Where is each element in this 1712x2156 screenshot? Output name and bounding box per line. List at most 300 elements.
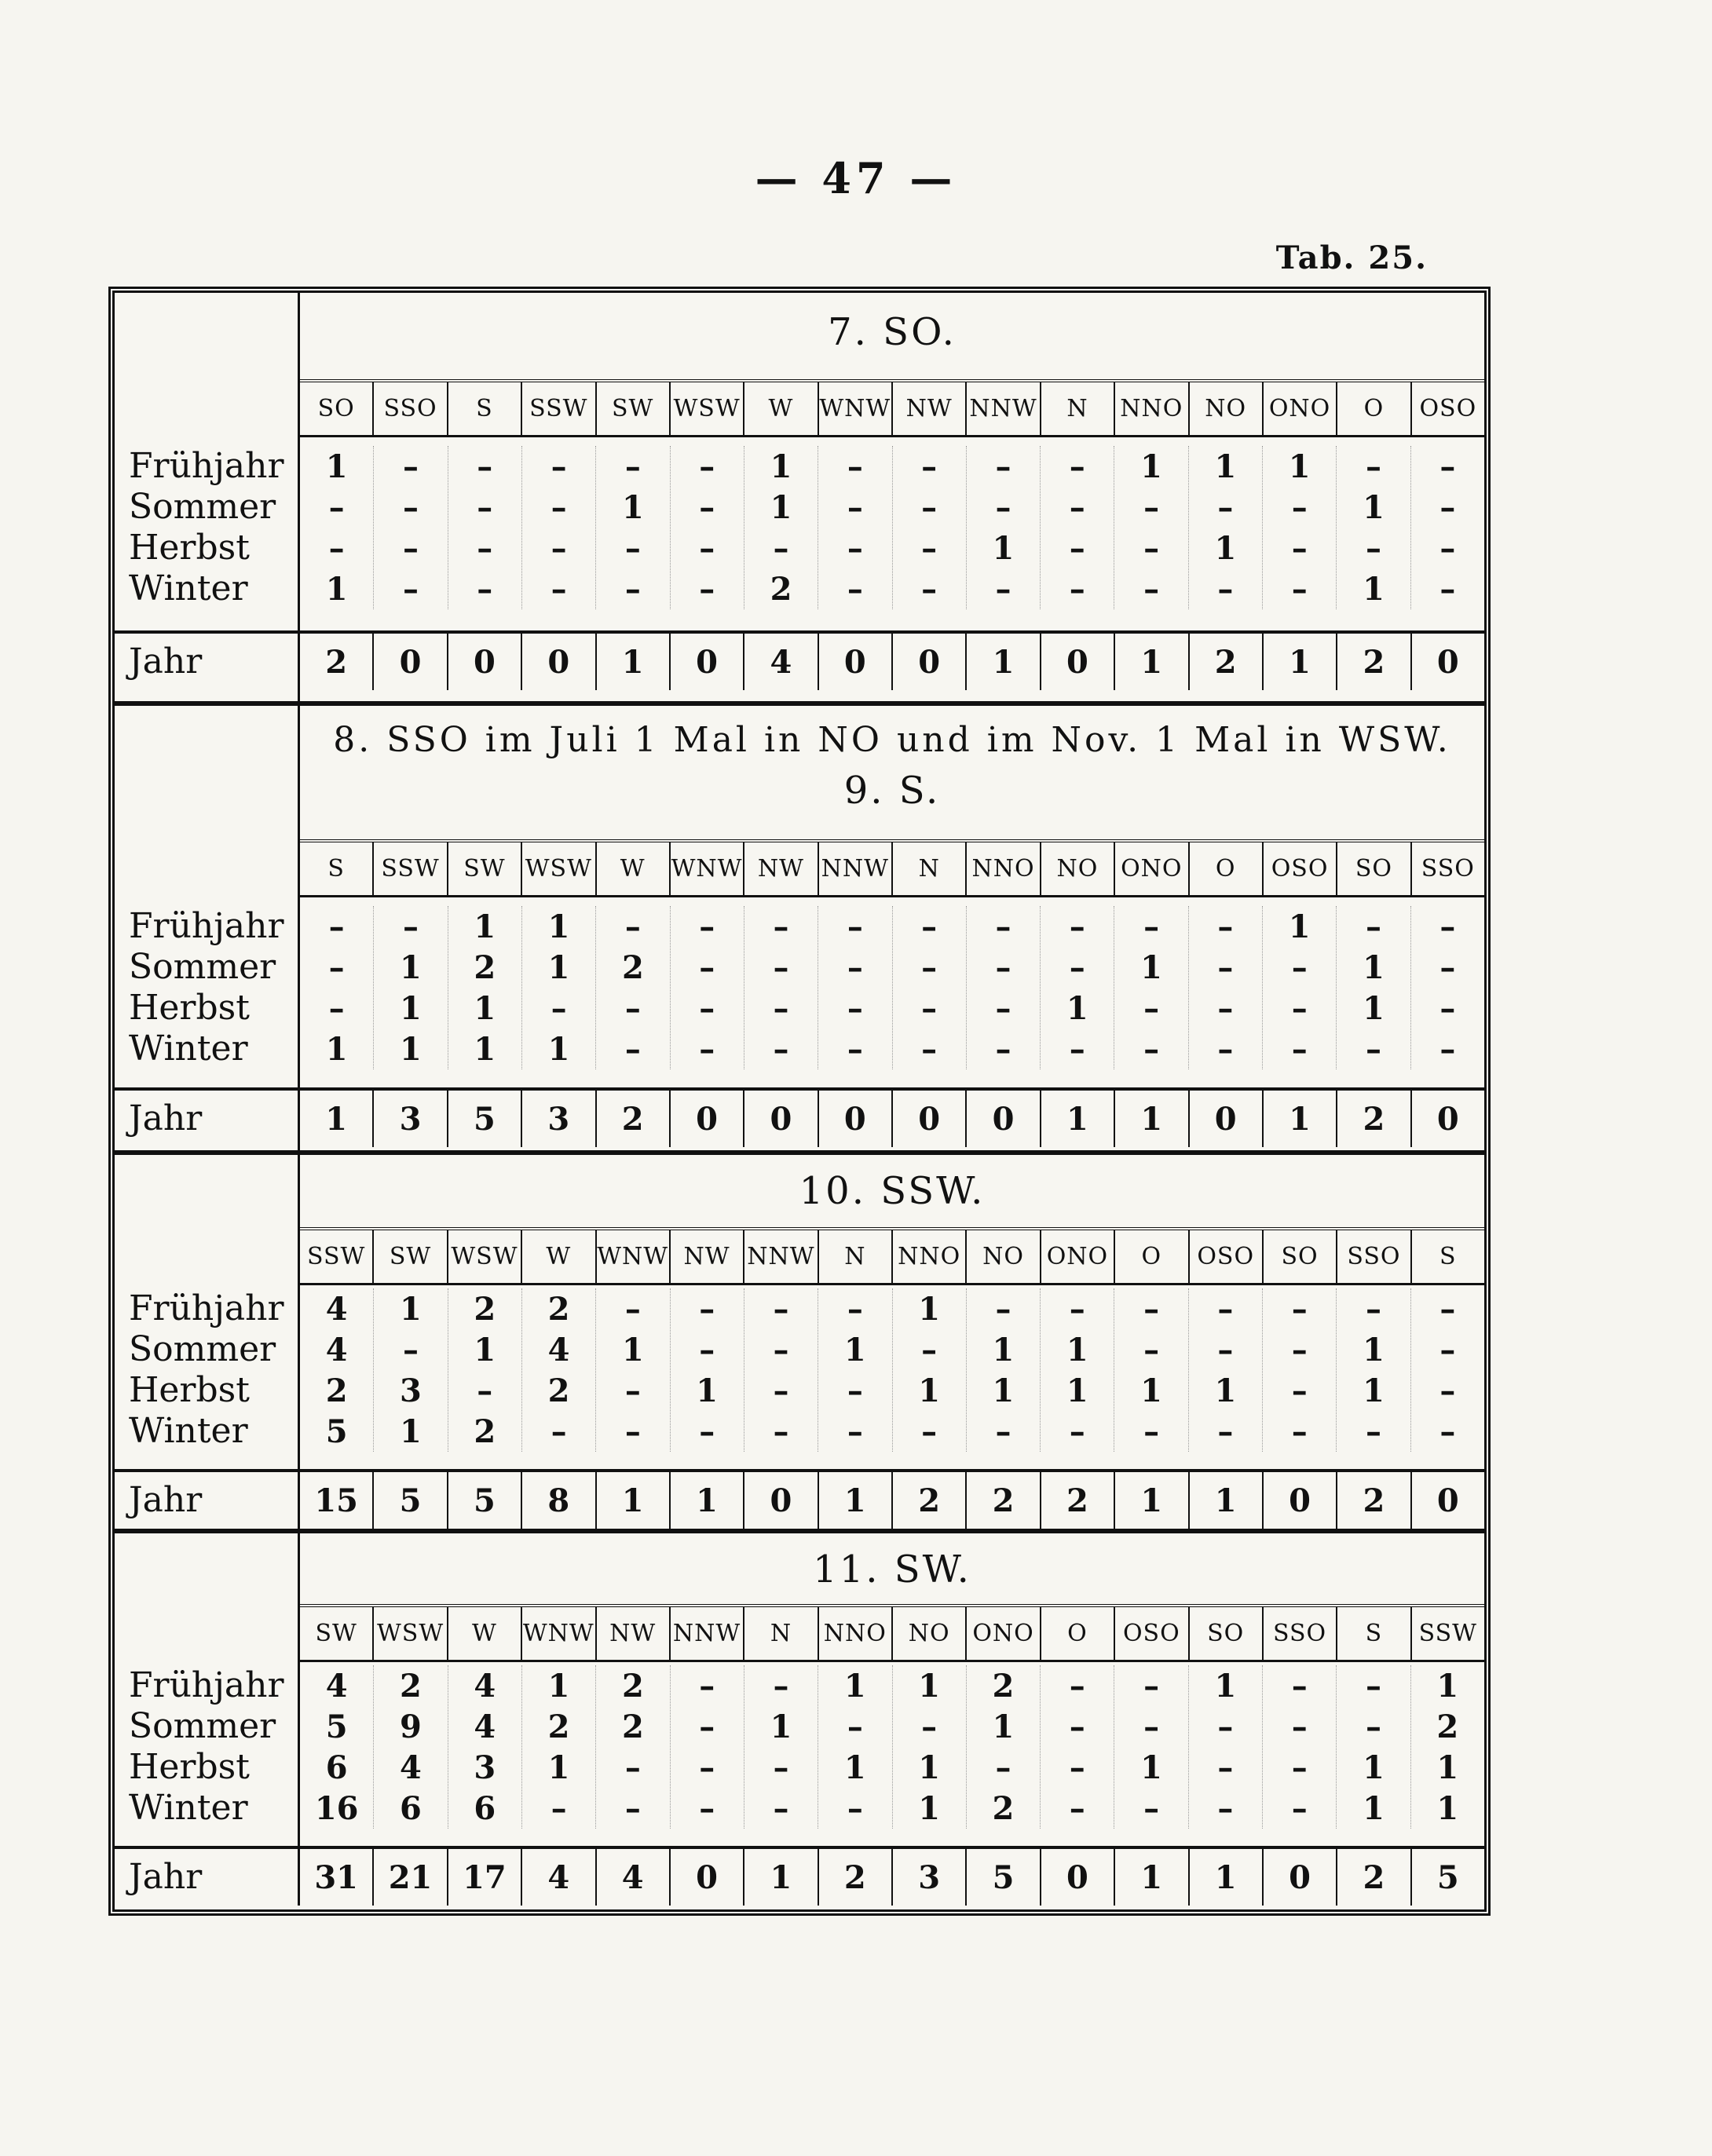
data-column (893, 1665, 967, 1829)
data-column (448, 906, 522, 1069)
table-cell: 1 (1066, 989, 1088, 1027)
table-cell: – (1366, 908, 1382, 945)
data-column (1189, 1665, 1263, 1829)
data-column (448, 446, 522, 609)
season-label: Frühjahr (129, 1665, 284, 1705)
season-labels (129, 1665, 284, 1829)
table-cell: 1 (843, 1667, 866, 1705)
table-cell: 1 (1140, 948, 1163, 986)
table-cell: – (1069, 1789, 1085, 1827)
table-cell: – (995, 948, 1011, 986)
data-column (1263, 1288, 1337, 1452)
table-cell: 4 (325, 1290, 348, 1328)
data-column (671, 1665, 744, 1829)
year-label: Jahr (115, 630, 300, 690)
table-cell: 1 (918, 1749, 941, 1786)
year-total-cell: 0 (671, 1849, 744, 1906)
table-cell: 1 (1436, 1749, 1459, 1786)
year-total-cell: 1 (1264, 1091, 1337, 1147)
data-column (967, 446, 1041, 609)
column-header: WSW (374, 1607, 448, 1660)
table-cell: – (1217, 1030, 1234, 1068)
year-total-cell: 3 (374, 1091, 448, 1147)
table-cell: 1 (1214, 448, 1237, 485)
year-total-row (300, 1846, 1484, 1906)
table-section (115, 293, 1484, 701)
table-cell: – (1291, 529, 1308, 567)
table-cell: 2 (1436, 1708, 1459, 1745)
table-cell: – (1291, 989, 1308, 1027)
table-cell: – (921, 570, 938, 608)
table-cell: 1 (400, 1030, 422, 1068)
table-cell: – (1291, 1789, 1308, 1827)
table-cell: – (1217, 1749, 1234, 1786)
table-cell: 1 (770, 1708, 792, 1745)
year-total-cell: 0 (671, 634, 744, 690)
year-total-cell: 1 (1115, 634, 1189, 690)
table-cell: – (1439, 529, 1456, 567)
column-header: W (522, 1230, 596, 1283)
table-cell: 1 (400, 989, 422, 1027)
table-cell: – (1439, 1290, 1456, 1328)
year-total-cell: 1 (1190, 1472, 1264, 1529)
table-cell: 1 (918, 1789, 941, 1827)
table-cell: – (1291, 488, 1308, 526)
table-cell: 1 (474, 1331, 496, 1369)
table-cell: – (1143, 1331, 1160, 1369)
year-total-cell: 31 (300, 1849, 374, 1906)
column-header: WNW (597, 1230, 671, 1283)
year-total-cell: 2 (1041, 1472, 1115, 1529)
data-column (818, 1288, 892, 1452)
table-cell: – (1143, 1412, 1160, 1450)
year-total-cell: 0 (893, 634, 967, 690)
table-cell: – (1217, 1412, 1234, 1450)
section-title: 11. SW. (813, 1548, 971, 1591)
table-cell: – (1069, 529, 1085, 567)
data-column (744, 1665, 818, 1829)
data-column (967, 906, 1041, 1069)
year-total-cell: 3 (893, 1849, 967, 1906)
year-total-cell: 0 (1041, 1849, 1115, 1906)
data-column (374, 446, 448, 609)
year-total-cell: 17 (448, 1849, 522, 1906)
column-header: NNO (819, 1607, 893, 1660)
table-cell: 1 (1214, 1667, 1237, 1705)
column-header: O (1041, 1607, 1115, 1660)
column-header: W (448, 1607, 522, 1660)
column-header: O (1337, 382, 1411, 435)
table-cell: – (1143, 1290, 1160, 1328)
season-label: Winter (129, 568, 248, 608)
table-cell: – (699, 1412, 715, 1450)
column-header: S (300, 842, 374, 895)
wind-table (108, 287, 1491, 1916)
table-cell: – (1143, 1708, 1160, 1745)
season-label: Winter (129, 1788, 248, 1828)
table-cell: – (1069, 1708, 1085, 1745)
year-total-cell: 0 (819, 1091, 893, 1147)
table-cell: – (1069, 908, 1085, 945)
table-cell: 1 (1140, 1749, 1163, 1786)
table-cell: – (328, 989, 345, 1027)
table-cell: – (847, 1290, 863, 1328)
data-column (1114, 906, 1188, 1069)
column-header: NNO (893, 1230, 967, 1283)
table-cell: – (402, 908, 419, 945)
table-cell: 1 (843, 1331, 866, 1369)
table-cell: 1 (992, 1708, 1015, 1745)
table-cell: 2 (474, 1290, 496, 1328)
column-header: NO (967, 1230, 1041, 1283)
table-cell: – (1217, 570, 1234, 608)
year-total-cell: 2 (1190, 634, 1264, 690)
table-cell: 1 (696, 1372, 719, 1409)
table-cell: 1 (1436, 1667, 1459, 1705)
column-header: OSO (1190, 1230, 1264, 1283)
year-total-cell: 5 (448, 1472, 522, 1529)
season-labels (129, 1288, 284, 1452)
data-column (1263, 446, 1337, 609)
year-total-cell: 0 (744, 1091, 818, 1147)
table-cell: – (847, 908, 863, 945)
year-total-cell: 5 (374, 1472, 448, 1529)
table-cell: 1 (400, 1290, 422, 1328)
year-total-row (300, 630, 1484, 690)
table-cell: 1 (474, 908, 496, 945)
table-cell: – (699, 1749, 715, 1786)
table-cell: – (1439, 908, 1456, 945)
table-cell: – (1143, 1789, 1160, 1827)
table-cell: 1 (547, 908, 570, 945)
data-column (1189, 446, 1263, 609)
year-total-cell: 2 (1337, 1849, 1411, 1906)
data-column (744, 446, 818, 609)
season-label: Sommer (129, 1329, 276, 1369)
column-header: NO (1190, 382, 1264, 435)
column-header: N (819, 1230, 893, 1283)
data-column (522, 446, 596, 609)
table-cell: 1 (1288, 448, 1311, 485)
year-total-cell: 2 (893, 1472, 967, 1529)
year-total-cell: 2 (597, 1091, 671, 1147)
year-total-cell: 0 (1264, 1849, 1337, 1906)
column-header: S (448, 382, 522, 435)
table-cell: – (551, 448, 567, 485)
table-cell: – (1291, 1372, 1308, 1409)
table-cell: – (477, 570, 493, 608)
table-cell: – (699, 948, 715, 986)
table-cell: – (624, 448, 641, 485)
table-section (115, 701, 1484, 1150)
column-header: NNW (819, 842, 893, 895)
table-cell: – (1291, 570, 1308, 608)
table-cell: 1 (325, 1030, 348, 1068)
table-cell: 2 (400, 1667, 422, 1705)
data-column (522, 1665, 596, 1829)
table-cell: – (1366, 1412, 1382, 1450)
column-header: NW (671, 1230, 744, 1283)
table-cell: – (921, 1708, 938, 1745)
table-cell: – (1291, 1412, 1308, 1450)
column-header: W (597, 842, 671, 895)
column-header: WNW (671, 842, 744, 895)
table-cell: 2 (474, 948, 496, 986)
table-cell: 4 (547, 1331, 570, 1369)
table-cell: – (995, 1030, 1011, 1068)
season-label: Herbst (129, 1370, 250, 1410)
table-cell: – (921, 1412, 938, 1450)
column-header: SO (300, 382, 374, 435)
table-cell: 2 (547, 1290, 570, 1328)
table-cell: – (995, 1290, 1011, 1328)
table-cell: – (773, 1412, 789, 1450)
table-section (115, 1529, 1484, 1906)
table-cell: 1 (1140, 448, 1163, 485)
data-column (1041, 1665, 1114, 1829)
table-cell: – (773, 1667, 789, 1705)
table-cell: 1 (1066, 1331, 1088, 1369)
table-cell: – (1291, 1667, 1308, 1705)
table-cell: 5 (325, 1708, 348, 1745)
table-cell: – (847, 1412, 863, 1450)
table-cell: 1 (400, 948, 422, 986)
season-label: Sommer (129, 1706, 276, 1746)
table-cell: – (624, 1749, 641, 1786)
table-cell: – (773, 989, 789, 1027)
year-total-cell: 0 (1190, 1091, 1264, 1147)
table-cell: – (699, 1789, 715, 1827)
table-cell: – (773, 948, 789, 986)
table-cell: – (847, 1708, 863, 1745)
table-cell: – (1439, 448, 1456, 485)
table-cell: 1 (325, 448, 348, 485)
table-cell: 1 (1363, 948, 1385, 986)
column-header: N (1041, 382, 1115, 435)
data-column (596, 1288, 670, 1452)
column-header: OSO (1419, 395, 1477, 422)
table-cell: – (402, 570, 419, 608)
season-rows (300, 446, 1484, 609)
year-total-cell: 1 (597, 634, 671, 690)
table-cell: 1 (1363, 488, 1385, 526)
data-column (374, 1665, 448, 1829)
table-cell: – (1366, 1030, 1382, 1068)
table-cell: 4 (474, 1708, 496, 1745)
season-rows (300, 1288, 1484, 1452)
year-total-cell: 0 (967, 1091, 1041, 1147)
year-label: Jahr (115, 1469, 300, 1529)
column-header-row (300, 379, 1484, 437)
table-cell: 5 (325, 1412, 348, 1450)
table-cell: 1 (1363, 1372, 1385, 1409)
table-cell: – (1366, 1708, 1382, 1745)
column-header: ONO (1115, 842, 1189, 895)
year-total-cell: 1 (744, 1849, 818, 1906)
column-header: SW (300, 1607, 374, 1660)
column-header: O (1115, 1230, 1189, 1283)
table-cell: 6 (474, 1789, 496, 1827)
table-cell: 2 (325, 1372, 348, 1409)
table-cell: – (995, 570, 1011, 608)
data-column (1337, 446, 1410, 609)
table-cell: – (1291, 948, 1308, 986)
column-header: SO (1190, 1607, 1264, 1660)
table-cell: 2 (474, 1412, 496, 1450)
table-cell: 1 (992, 1372, 1015, 1409)
table-cell: – (699, 908, 715, 945)
year-total-cell: 0 (448, 634, 522, 690)
table-cell: – (773, 1290, 789, 1328)
table-cell: 1 (547, 1030, 570, 1068)
table-cell: – (1217, 948, 1234, 986)
table-cell: – (921, 989, 938, 1027)
table-cell: – (847, 948, 863, 986)
table-cell: 2 (547, 1372, 570, 1409)
data-column (1411, 446, 1484, 609)
data-column (1114, 446, 1188, 609)
season-rows (300, 906, 1484, 1069)
column-header: SSO (1421, 855, 1475, 882)
data-column (744, 1288, 818, 1452)
year-total-row (300, 1469, 1484, 1529)
table-cell: – (699, 1331, 715, 1369)
table-cell: 1 (992, 1331, 1015, 1369)
table-cell: 4 (325, 1667, 348, 1705)
table-cell: 1 (547, 1749, 570, 1786)
section-note: 8. SSO im Juli 1 Mal in NO und im Nov. 1 Mal in WSW. (333, 720, 1451, 760)
table-cell: – (1069, 1290, 1085, 1328)
table-cell: 1 (1214, 1372, 1237, 1409)
data-column (1114, 1665, 1188, 1829)
column-header: OSO (1264, 842, 1337, 895)
table-cell: 1 (547, 1667, 570, 1705)
table-cell: – (624, 1030, 641, 1068)
table-cell: – (921, 448, 938, 485)
season-label: Frühjahr (129, 906, 284, 946)
data-column (1337, 906, 1410, 1069)
column-header: SSW (1418, 1620, 1478, 1647)
data-column (1263, 1665, 1337, 1829)
table-cell: – (847, 529, 863, 567)
table-cell: – (551, 989, 567, 1027)
table-cell: 4 (325, 1331, 348, 1369)
year-total-cell: 2 (1337, 1472, 1411, 1529)
table-cell: 2 (621, 948, 644, 986)
table-cell: – (1143, 1667, 1160, 1705)
table-cell: – (477, 529, 493, 567)
table-cell: 4 (400, 1749, 422, 1786)
data-column (1041, 906, 1114, 1069)
table-cell: – (477, 1372, 493, 1409)
row-label-column (115, 293, 300, 701)
table-cell: – (847, 1372, 863, 1409)
table-cell: – (1439, 488, 1456, 526)
year-total-cell: 1 (1115, 1091, 1189, 1147)
table-cell: 1 (325, 570, 348, 608)
column-header: ONO (967, 1607, 1041, 1660)
table-cell: – (699, 1290, 715, 1328)
year-total-cell: 2 (1337, 1091, 1411, 1147)
year-total-cell: 1 (1190, 1849, 1264, 1906)
column-header: WSW (671, 382, 744, 435)
column-header: NO (893, 1607, 967, 1660)
table-cell: – (1439, 1331, 1456, 1369)
data-column (1041, 446, 1114, 609)
table-cell: – (1291, 1708, 1308, 1745)
table-cell: 16 (314, 1789, 359, 1827)
table-cell: 1 (1436, 1789, 1459, 1827)
table-cell: 2 (621, 1708, 644, 1745)
season-label: Sommer (129, 947, 276, 987)
table-cell: – (773, 1789, 789, 1827)
data-column (893, 1288, 967, 1452)
table-cell: – (921, 488, 938, 526)
table-cell: – (847, 989, 863, 1027)
table-cell: 1 (547, 948, 570, 986)
table-cell: – (624, 1412, 641, 1450)
table-cell: – (1069, 1749, 1085, 1786)
year-total-cell: 0 (374, 634, 448, 690)
column-header: SSW (522, 382, 596, 435)
data-column (1041, 1288, 1114, 1452)
row-label-column (115, 1533, 300, 1906)
page-number: — 47 — (755, 153, 957, 203)
column-header: N (893, 842, 967, 895)
table-cell: – (328, 488, 345, 526)
table-cell: – (1069, 448, 1085, 485)
data-column (818, 1665, 892, 1829)
column-header: SW (597, 382, 671, 435)
table-cell: 1 (1363, 570, 1385, 608)
data-column (893, 446, 967, 609)
year-total-cell: 5 (1436, 1858, 1459, 1896)
table-cell: – (1143, 989, 1160, 1027)
column-header: WNW (819, 382, 893, 435)
column-header: NNO (1115, 382, 1189, 435)
table-cell: – (1217, 989, 1234, 1027)
data-column (1411, 1288, 1484, 1452)
column-header: SW (374, 1230, 448, 1283)
table-cell: 1 (1363, 1789, 1385, 1827)
table-cell: – (1366, 1667, 1382, 1705)
table-cell: – (773, 1030, 789, 1068)
table-cell: – (921, 529, 938, 567)
table-cell: – (699, 1667, 715, 1705)
table-cell: – (847, 570, 863, 608)
column-header-row (300, 1604, 1484, 1662)
table-cell: – (477, 488, 493, 526)
year-total-cell: 21 (374, 1849, 448, 1906)
table-cell: – (995, 448, 1011, 485)
year-total-cell: 1 (300, 1091, 374, 1147)
table-cell: – (624, 1372, 641, 1409)
table-cell: 1 (770, 488, 792, 526)
table-cell: – (1069, 948, 1085, 986)
table-cell: – (402, 1331, 419, 1369)
table-cell: – (624, 1290, 641, 1328)
season-label: Herbst (129, 1747, 250, 1787)
year-total-cell: 0 (1264, 1472, 1337, 1529)
data-column (300, 446, 374, 609)
column-header: NNW (967, 382, 1041, 435)
table-cell: – (921, 948, 938, 986)
year-total-cell: 0 (819, 634, 893, 690)
table-cell: 1 (1363, 1749, 1385, 1786)
year-total-cell: 0 (893, 1091, 967, 1147)
column-header: NNW (744, 1230, 818, 1283)
table-cell: – (1217, 1290, 1234, 1328)
